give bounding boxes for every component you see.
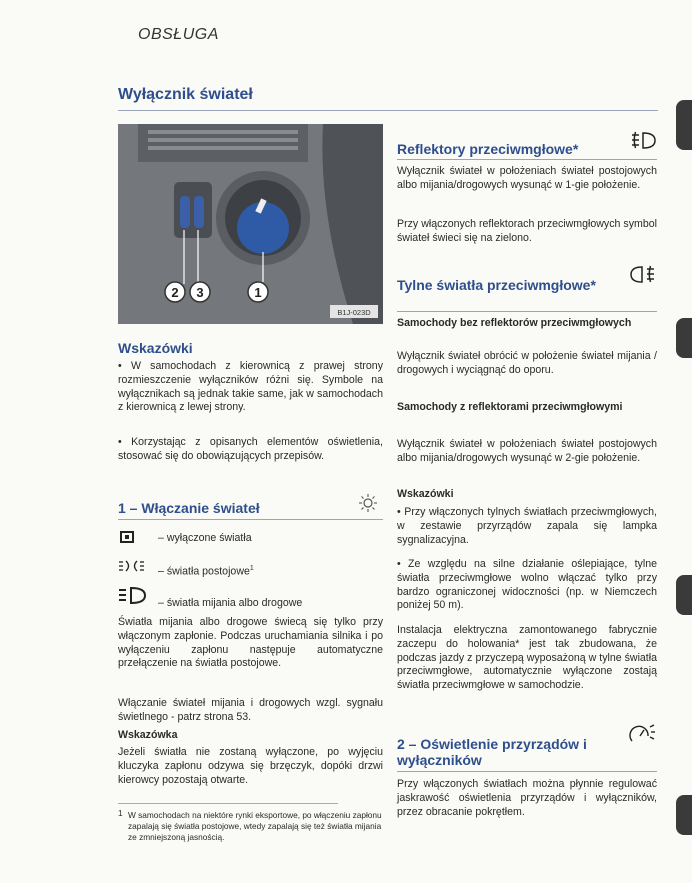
callout-2: 2 <box>171 285 179 300</box>
footnote-rule <box>118 803 338 804</box>
title-rule <box>118 110 658 111</box>
dashboard-illustration <box>118 124 383 324</box>
with-fog-para: Wyłącznik świateł w położeniach świateł postojowych albo mijania/drogowych wysunąć w 2-gie położenie. <box>397 438 657 464</box>
left-para-1: Światła mijania albo drogowe świecą się tylko przy włączonym zapłonie. Podczas uruchamiania silnika i po wyłączeniu zapłonu następuje automatyczne przełączenie na światła postojowe. <box>118 616 383 670</box>
rear-fog-light-icon <box>630 264 656 286</box>
left-para-3: Jeżeli światła nie zostaną wyłączone, po wyjęciu kluczyka zapłonu odzywa się brzęczyk, dopóki drzwi kierowcy pozostają otwarte. <box>118 746 383 786</box>
callout-3: 3 <box>196 285 204 300</box>
page-title: Wyłącznik świateł <box>118 86 253 103</box>
footnote: W samochodach na niektóre rynki eksportowe, po włączeniu zapłonu zapalają się światła postojowe, wtedy zapalają się też światła mijania ze zmniejszoną jasnością. <box>128 810 382 842</box>
light-bulb-icon <box>358 493 378 513</box>
without-fog-para: Wyłącznik świateł obrócić w położenie świateł mijania / drogowych i wyciągnąć do oporu. <box>397 350 657 376</box>
edge-tab-2 <box>676 318 692 358</box>
section2-rule <box>397 771 657 772</box>
symbol-lights-off-label: – wyłączone światła <box>158 532 252 544</box>
subheading-without-fog: Samochody bez reflektorów przeciwmgłowych <box>397 317 632 329</box>
symbol-headlight-label: – światła mijania albo drogowe <box>158 597 303 609</box>
light-switch-photo <box>118 124 383 324</box>
callout-1: 1 <box>254 285 262 300</box>
lights-off-icon <box>120 530 136 544</box>
front-fog-title: Reflektory przeciwmgłowe* <box>397 141 579 157</box>
wskazowki-heading: Wskazówki <box>118 340 193 356</box>
edge-tab-3 <box>676 575 692 615</box>
rear-fog-rule <box>397 311 657 312</box>
front-fog-para-2: Przy włączonych reflektorach przeciwmgłowych symbol świateł świeci się na zielono. <box>397 218 657 244</box>
section1-title: 1 – Włączanie świateł <box>118 500 260 516</box>
subheading-with-fog: Samochody z reflektorami przeciwmgłowymi <box>397 401 623 413</box>
right-wskazowki-heading: Wskazówki <box>397 488 454 500</box>
left-bullet-2: • Korzystając z opisanych elementów oświetlenia, stosować się do obowiązujących przepisów. <box>118 436 383 462</box>
section2-title: 2 – Oświetlenie przyrządów i wyłączników <box>397 736 587 768</box>
symbol-parking-label: – światła postojowe$^1$ <box>158 565 254 578</box>
front-fog-light-icon <box>630 130 656 152</box>
rear-fog-title: Tylne światła przeciwmgłowe* <box>397 277 596 293</box>
section-heading: OBSŁUGA <box>138 26 219 43</box>
section1-rule <box>118 519 383 520</box>
towing-para: Instalacja elektryczna zamontowanego fabrycznie zaczepu do holowania* jest tak zbudowana, że podczas jazdy z przyczepą wyposażoną w tylne światła przeciwmgłowe, automatycznie wyłączone zostają światła przeciwmgłowe w samochodzie. <box>397 624 657 692</box>
instrument-lighting-icon <box>628 724 656 746</box>
right-bullet-1: • Przy włączonych tylnych światłach przeciwmgłowych, w zestawie przyrządów zapala się lampka sygnalizacyjna. <box>397 506 657 546</box>
front-fog-rule <box>397 159 657 160</box>
section2-para: Przy włączonych światłach można płynnie regulować jaskrawość oświetlenia przyrządów i wyłączników, przez obracanie pokrętłem. <box>397 778 657 818</box>
parking-lights-icon <box>118 558 146 574</box>
front-fog-para-1: Wyłącznik świateł w położeniach świateł postojowych albo mijania/drogowych wysunąć w 1-gie położenie. <box>397 165 657 191</box>
headlight-icon <box>118 586 148 606</box>
right-bullet-2: • Ze względu na silne działanie oślepiające, tylne światła przeciwmgłowe wolno włączać tylko przy bardzo ograniczonej widoczności (np. w Niemczech poniżej 50 m). <box>397 558 657 612</box>
edge-tab-1 <box>676 100 692 150</box>
footnote-mark: 1 <box>118 808 123 818</box>
left-bullet-1: • W samochodach z kierownicą z prawej strony rozmieszczenie wyłączników różni się. Symbole na wyłącznikach są jednak takie same, jak w samochodach z kierownicą z lewej strony. <box>118 360 383 414</box>
left-para-2: Włączanie świateł mijania i drogowych wzgl. sygnału świetlnego - patrz strona 53. <box>118 697 383 723</box>
edge-tab-4 <box>676 795 692 835</box>
photo-code: B1J-023D <box>337 308 371 317</box>
wskazowka-heading: Wskazówka <box>118 729 178 741</box>
